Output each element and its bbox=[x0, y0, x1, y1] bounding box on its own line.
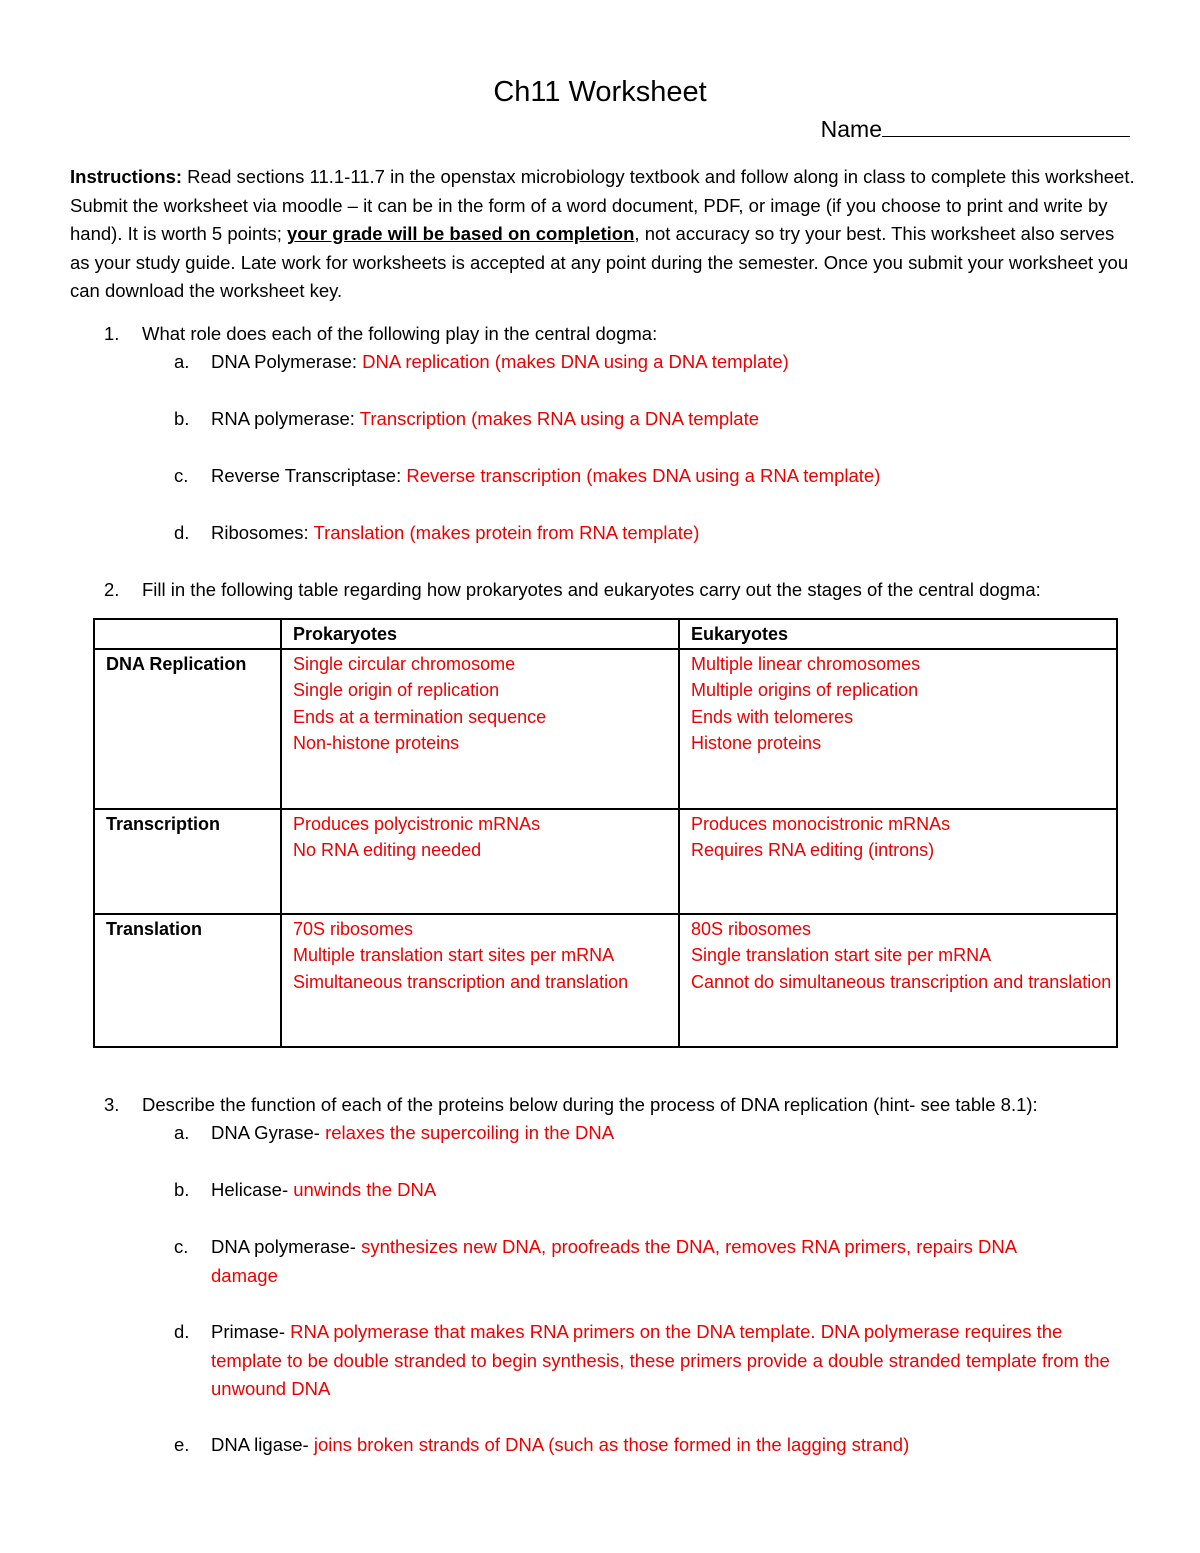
cell-line: 70S ribosomes bbox=[293, 918, 414, 939]
item-answer: unwinds the DNA bbox=[293, 1179, 437, 1200]
item-term: Reverse Transcriptase: bbox=[211, 465, 407, 486]
list-item bbox=[0, 1233, 1200, 1291]
item-term: DNA Gyrase- bbox=[211, 1122, 326, 1143]
prokaryotes-cell[interactable] bbox=[281, 809, 679, 914]
eukaryotes-cell[interactable] bbox=[679, 914, 1117, 1047]
cell-line: Multiple origins of replication bbox=[691, 680, 919, 700]
cell-line: 80S ribosomes bbox=[691, 918, 812, 939]
list-item bbox=[0, 405, 1200, 434]
cell-line: No RNA editing needed bbox=[293, 840, 482, 860]
question-text: Fill in the following table regarding how prokaryotes and eukaryotes carry out the stages of the central dogma: bbox=[142, 579, 1041, 600]
table-corner-cell bbox=[94, 619, 281, 649]
column-header-eukaryotes: Eukaryotes bbox=[679, 619, 1117, 649]
instructions-text-2: , not accuracy so try your best. This worksheet also serves as your study guide. Late work for worksheets is accepted at any point during the semester. Once you submit your worksheet you can download the worksheet key. bbox=[70, 223, 1129, 301]
item-term: Helicase- bbox=[211, 1179, 294, 1200]
table-header-row bbox=[94, 619, 1117, 649]
list-item bbox=[0, 1431, 1200, 1460]
cell-line: Histone proteins bbox=[691, 733, 822, 753]
instructions-label: Instructions: bbox=[70, 166, 183, 187]
cell-line: Cannot do simultaneous transcription and translation bbox=[691, 971, 1112, 992]
row-header: Transcription bbox=[94, 809, 281, 914]
question-number: 2. bbox=[104, 579, 120, 600]
item-term: DNA polymerase- bbox=[211, 1236, 362, 1257]
row-header: DNA Replication bbox=[94, 649, 281, 809]
item-letter: a. bbox=[174, 351, 190, 372]
item-answer: Transcription (makes RNA using a DNA template bbox=[359, 408, 760, 429]
item-answer: joins broken strands of DNA (such as those formed in the lagging strand) bbox=[313, 1434, 910, 1455]
question-1 bbox=[0, 320, 1200, 348]
eukaryotes-cell[interactable] bbox=[679, 809, 1117, 914]
item-answer: DNA replication (makes DNA using a DNA template) bbox=[362, 351, 789, 372]
item-answer: synthesizes new DNA, proofreads the DNA, removes RNA primers, repairs DNA damage bbox=[211, 1236, 1017, 1286]
question-text: Describe the function of each of the proteins below during the process of DNA replication (hint- see table 8.1): bbox=[142, 1094, 1038, 1115]
cell-line: Non-histone proteins bbox=[293, 733, 460, 753]
cell-line: Single translation start site per mRNA bbox=[691, 945, 992, 965]
item-letter: b. bbox=[174, 1179, 190, 1200]
list-item bbox=[0, 1119, 1200, 1148]
cell-line: Produces monocistronic mRNAs bbox=[691, 813, 951, 834]
item-term: RNA polymerase: bbox=[211, 408, 360, 429]
item-answer: relaxes the supercoiling in the DNA bbox=[325, 1122, 615, 1143]
table-row bbox=[94, 914, 1117, 1047]
list-item bbox=[0, 1318, 1200, 1404]
column-header-prokaryotes: Prokaryotes bbox=[281, 619, 679, 649]
item-letter: a. bbox=[174, 1122, 190, 1143]
cell-line: Single circular chromosome bbox=[293, 653, 516, 674]
cell-line: Requires RNA editing (introns) bbox=[691, 840, 935, 860]
item-answer: RNA polymerase that makes RNA primers on the DNA template. DNA polymerase requires the template to be double stranded to begin synthesis, these primers provide a double stranded template from the unwound DNA bbox=[211, 1321, 1110, 1399]
item-answer: Translation (makes protein from RNA template) bbox=[313, 522, 700, 543]
cell-line: Ends with telomeres bbox=[691, 706, 854, 727]
item-letter: d. bbox=[174, 1321, 190, 1342]
prokaryotes-cell[interactable] bbox=[281, 649, 679, 809]
instructions-emphasis: your grade will be based on completion bbox=[286, 223, 635, 244]
question-number: 3. bbox=[104, 1094, 120, 1115]
eukaryotes-cell[interactable] bbox=[679, 649, 1117, 809]
name-blank-line[interactable] bbox=[882, 114, 1130, 137]
name-label: Name bbox=[820, 116, 882, 142]
cell-line: Ends at a termination sequence bbox=[293, 706, 547, 727]
item-term: Ribosomes: bbox=[211, 522, 314, 543]
list-item bbox=[0, 1176, 1200, 1205]
cell-line: Produces polycistronic mRNAs bbox=[293, 813, 541, 834]
item-letter: c. bbox=[174, 1236, 189, 1257]
item-letter: e. bbox=[174, 1434, 190, 1455]
item-term: DNA Polymerase: bbox=[211, 351, 363, 372]
instructions-paragraph bbox=[70, 163, 1135, 306]
item-term: DNA ligase- bbox=[211, 1434, 314, 1455]
row-header: Translation bbox=[94, 914, 281, 1047]
item-letter: b. bbox=[174, 408, 190, 429]
question-2 bbox=[0, 576, 1200, 604]
item-answer: Reverse transcription (makes DNA using a RNA template) bbox=[406, 465, 881, 486]
prokaryotes-cell[interactable] bbox=[281, 914, 679, 1047]
page-title: Ch11 Worksheet bbox=[493, 76, 707, 108]
instructions-text-1: Read sections 11.1-11.7 in the openstax microbiology textbook and follow along in class to complete this worksheet. Submit the worksheet via moodle – it can be in the form of a word document, PDF, or image (if you choose to print and write by hand). It is worth 5 points; bbox=[70, 166, 1135, 244]
name-field[interactable] bbox=[821, 114, 1130, 144]
list-item bbox=[0, 462, 1200, 491]
central-dogma-table bbox=[93, 618, 1118, 1048]
item-term: Primase- bbox=[211, 1321, 291, 1342]
list-item bbox=[0, 348, 1200, 377]
cell-line: Multiple translation start sites per mRNA bbox=[293, 945, 615, 965]
question-3 bbox=[0, 1091, 1200, 1119]
question-text: What role does each of the following play in the central dogma: bbox=[142, 323, 658, 344]
cell-line: Single origin of replication bbox=[293, 680, 500, 700]
table-row bbox=[94, 649, 1117, 809]
question-number: 1. bbox=[104, 323, 120, 344]
table-row bbox=[94, 809, 1117, 914]
item-letter: d. bbox=[174, 522, 190, 543]
cell-line: Multiple linear chromosomes bbox=[691, 653, 921, 674]
cell-line: Simultaneous transcription and translation bbox=[293, 971, 629, 992]
list-item bbox=[0, 519, 1200, 548]
item-letter: c. bbox=[174, 465, 189, 486]
